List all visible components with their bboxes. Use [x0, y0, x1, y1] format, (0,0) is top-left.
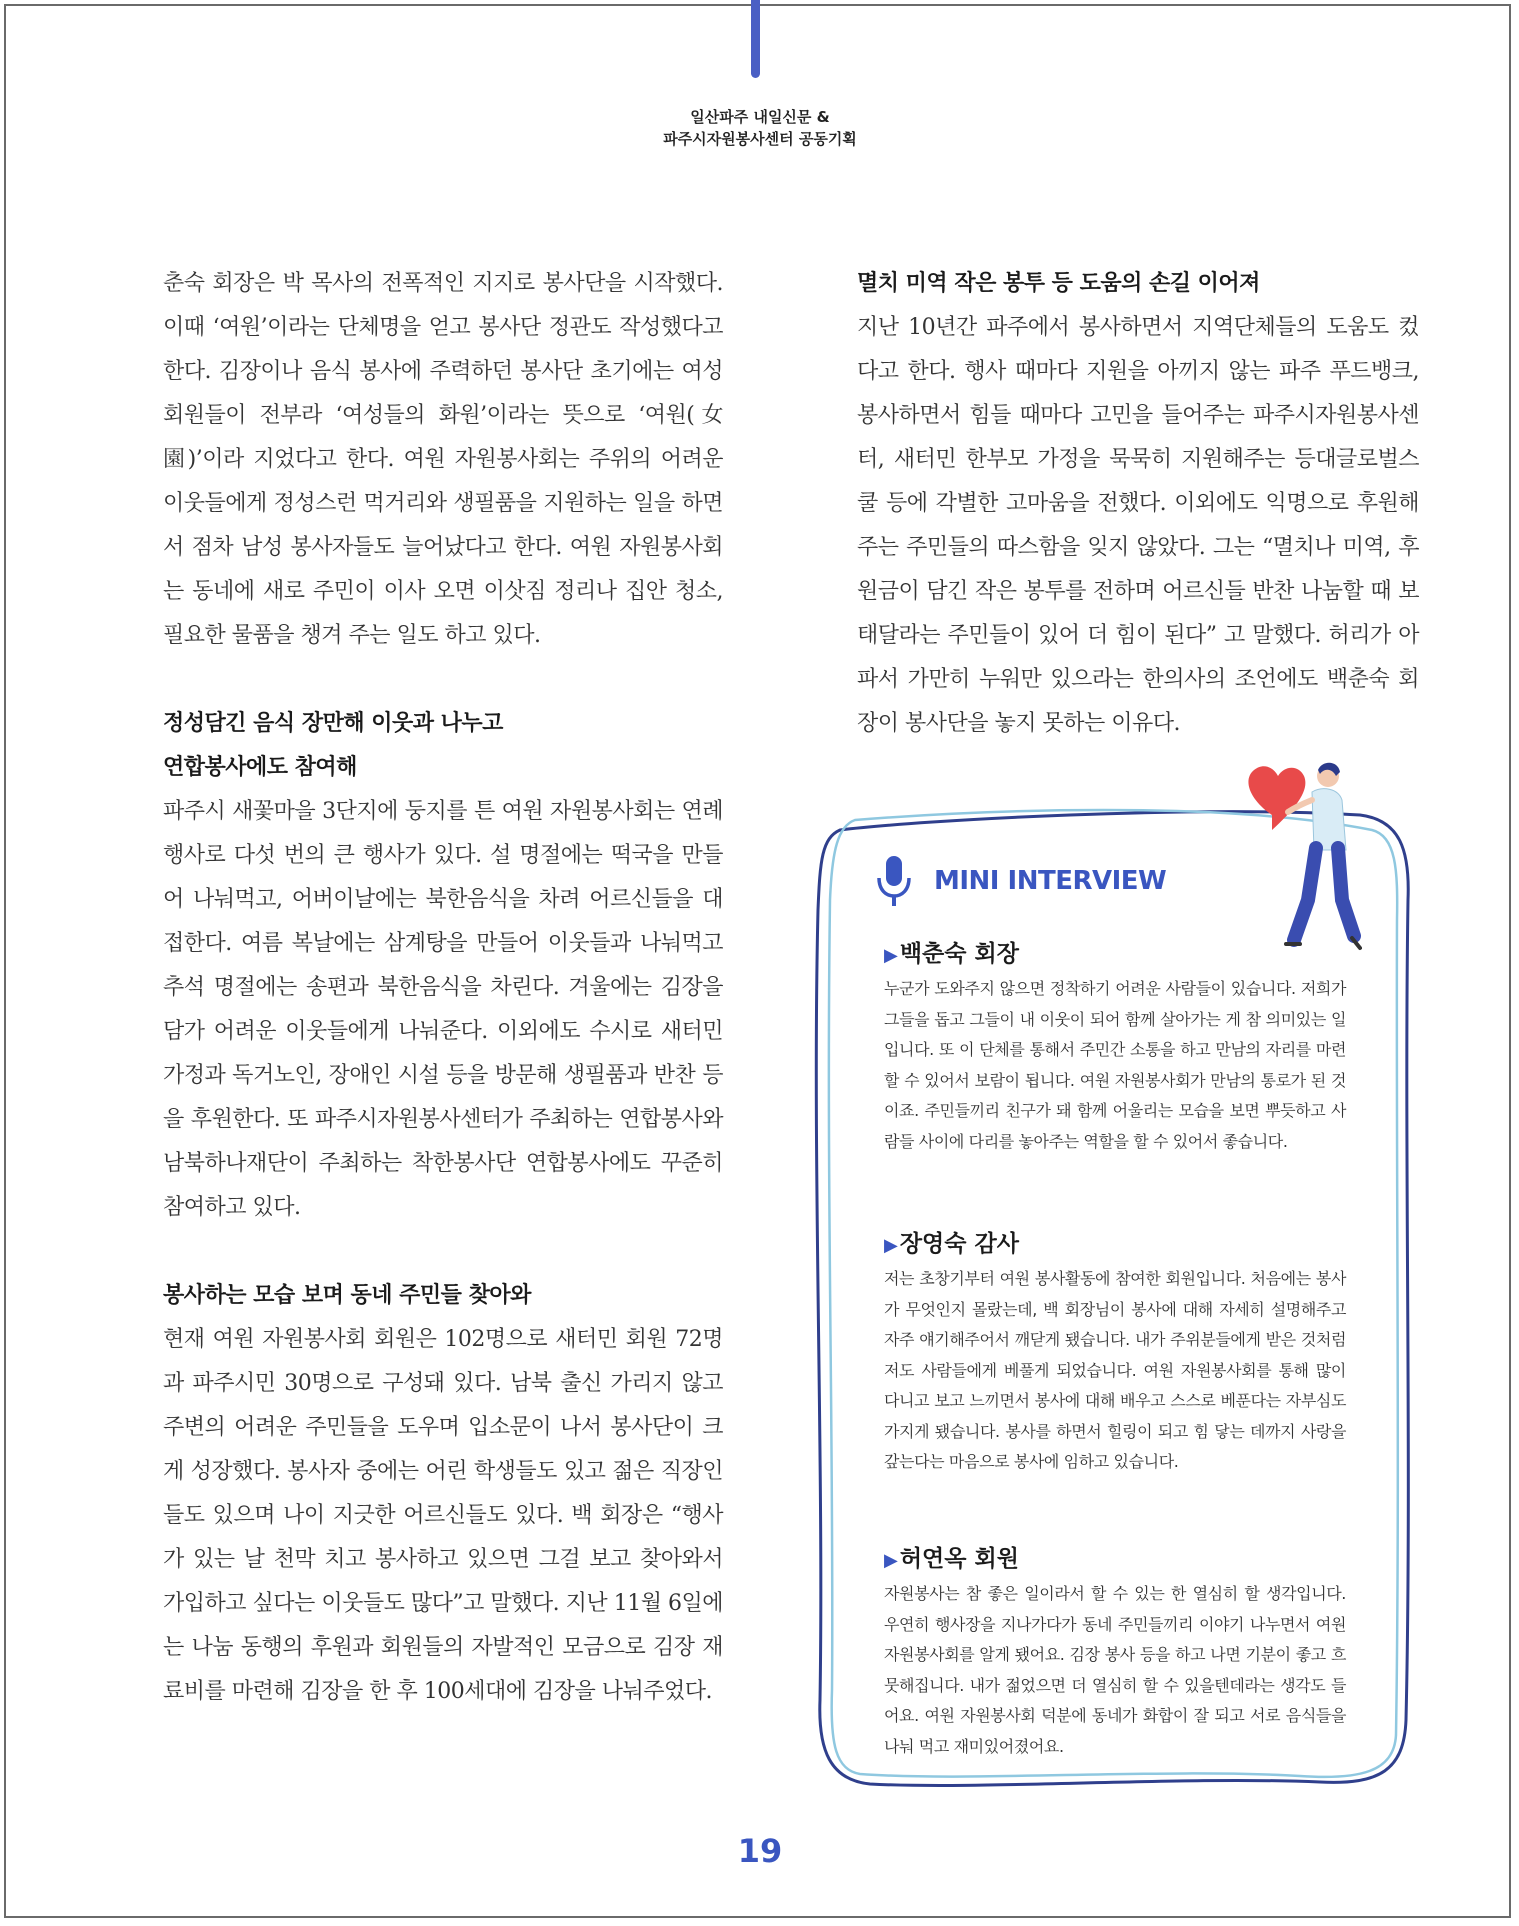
interview-person-3 [884, 1541, 1346, 1762]
page-number: 19 [737, 1832, 783, 1870]
top-accent-bar [751, 0, 760, 78]
header-line-1: 일산파주 내일신문 & [690, 108, 830, 126]
microphone-icon [874, 854, 914, 910]
header-line-2: 파주시자원봉사센터 공동기획 [663, 130, 857, 148]
person-3-quote: 자원봉사는 참 좋은 일이라서 할 수 있는 한 열심히 할 생각입니다. 우연히 행사장을 지나가다가 동네 주민들끼리 이야기 나누면서 여원 자원봉사회를 알게 됐어요. 김장 봉사 등을 하고 나면 기분이 좋고 흐뭇해집니다. 내가 젊었으면 더 열심히 할 수 있을텐데라는 생각도 들어요. 여원 자원봉사회 덕분에 동네가 화합이 잘 되고 서로 음식들을 나눠 먹고 재미있어졌어요. [884, 1584, 1346, 1756]
person-1-name: 백춘숙 회장 [899, 941, 1019, 967]
arrow-icon: ▶ [884, 1235, 898, 1256]
section-heading-2 [163, 702, 723, 790]
page-header [560, 106, 960, 150]
left-column [163, 262, 723, 1714]
right-paragraph-1: 지난 10년간 파주에서 봉사하면서 지역단체들의 도움도 컸다고 한다. 행사 때마다 지원을 아끼지 않는 파주 푸드뱅크, 봉사하면서 힘들 때마다 고민을 들어주는 파주시자원봉사센터, 새터민 한부모 가정을 묵묵히 지원해주는 등대글로벌스쿨 등에 각별한 고마움을 전했다. 이외에도 익명으로 후원해주는 주민들의 따스함을 잊지 않았다. 그는 “멸치나 미역, 후원금이 담긴 작은 봉투를 전하며 어르신들 반찬 나눔할 때 보태달라는 주민들이 있어 더 힘이 된다” 고 말했다. 허리가 아파서 가만히 누워만 있으라는 한의사의 조언에도 백춘숙 회장이 봉사단을 놓지 못하는 이유다. [857, 315, 1419, 736]
section-heading-2-line-1: 정성담긴 음식 장만해 이웃과 나누고 [163, 711, 503, 736]
section-heading-1: 멸치 미역 작은 봉투 등 도움의 손길 이어져 [857, 271, 1260, 296]
interview-person-2 [884, 1226, 1346, 1478]
arrow-icon: ▶ [884, 1550, 898, 1571]
person-2-quote: 저는 초창기부터 여원 봉사활동에 참여한 회원입니다. 처음에는 봉사가 무엇인지 몰랐는데, 백 회장님이 봉사에 대해 자세히 설명해주고 자주 얘기해주어서 깨닫게 됐습니다. 내가 주위분들에게 받은 것처럼 저도 사람들에게 베풀게 되었습니다. 여원 자원봉사회를 통해 많이 다니고 보고 느끼면서 봉사에 대해 배우고 스스로 베푼다는 자부심도 가지게 됐습니다. 봉사를 하면서 힐링이 되고 힘 닿는 데까지 사랑을 갚는다는 마음으로 봉사에 임하고 있습니다. [884, 1269, 1346, 1471]
person-2-name: 장영숙 감사 [899, 1231, 1019, 1257]
right-column [857, 262, 1419, 746]
section-heading-3: 봉사하는 모습 보며 동네 주민들 찾아와 [163, 1283, 531, 1308]
arrow-icon: ▶ [884, 945, 898, 966]
left-paragraph-3: 현재 여원 자원봉사회 회원은 102명으로 새터민 회원 72명과 파주시민 30명으로 구성돼 있다. 남북 출신 가리지 않고 주변의 어려운 주민들을 도우며 입소문이 나서 봉사단이 크게 성장했다. 봉사자 중에는 어린 학생들도 있고 젊은 직장인들도 있으며 나이 지긋한 어르신들도 있다. 백 회장은 “행사가 있는 날 천막 치고 봉사하고 있으면 그걸 보고 찾아와서 가입하고 싶다는 이웃들도 많다”고 말했다. 지난 11월 6일에는 나눔 동행의 후원과 회원들의 자발적인 모금으로 김장 재료비를 마련해 김장을 한 후 100세대에 김장을 나눠주었다. [163, 1327, 723, 1704]
left-paragraph-1: 춘숙 회장은 박 목사의 전폭적인 지지로 봉사단을 시작했다. 이때 ‘여원’이라는 단체명을 얻고 봉사단 정관도 작성했다고 한다. 김장이나 음식 봉사에 주력하던 봉사단 초기에는 여성 회원들이 전부라 ‘여성들의 화원’이라는 뜻으로 ‘여원(女園)’이라 지었다고 한다. 여원 자원봉사회는 주위의 어려운 이웃들에게 정성스런 먹거리와 생필품을 지원하는 일을 하면서 점차 남성 봉사자들도 늘어났다고 한다. 여원 자원봉사회는 동네에 새로 주민이 이사 오면 이삿짐 정리나 집안 청소, 필요한 물품을 챙겨 주는 일도 하고 있다. [163, 271, 723, 648]
mini-interview-box [800, 760, 1420, 1800]
left-paragraph-2: 파주시 새꽃마을 3단지에 둥지를 튼 여원 자원봉사회는 연례행사로 다섯 번의 큰 행사가 있다. 설 명절에는 떡국을 만들어 나눠먹고, 어버이날에는 북한음식을 차려 어르신들을 대접한다. 여름 복날에는 삼계탕을 만들어 이웃들과 나눠먹고 추석 명절에는 송편과 북한음식을 차린다. 겨울에는 김장을 담가 어려운 이웃들에게 나눠준다. 이외에도 수시로 새터민 가정과 독거노인, 장애인 시설 등을 방문해 생필품과 반찬 등을 후원한다. 또 파주시자원봉사센터가 주최하는 연합봉사와 남북하나재단이 주최하는 착한봉사단 연합봉사에도 꾸준히 참여하고 있다. [163, 799, 723, 1220]
mini-interview-title: MINI INTERVIEW [934, 866, 1167, 896]
section-heading-2-line-2: 연합봉사에도 참여해 [163, 755, 357, 780]
person-3-name: 허연옥 회원 [899, 1546, 1019, 1572]
person-1-quote: 누군가 도와주지 않으면 정착하기 어려운 사람들이 있습니다. 저희가 그들을 돕고 그들이 내 이웃이 되어 함께 살아가는 게 참 의미있는 일입니다. 또 이 단체를 통해서 주민간 소통을 하고 만남의 자리를 마련할 수 있어서 보람이 됩니다. 여원 자원봉사회가 만남의 통로가 된 것이죠. 주민들끼리 친구가 돼 함께 어울리는 모습을 보면 뿌듯하고 사람들 사이에 다리를 놓아주는 역할을 할 수 있어서 좋습니다. [884, 979, 1346, 1151]
interview-person-1 [884, 936, 1346, 1157]
